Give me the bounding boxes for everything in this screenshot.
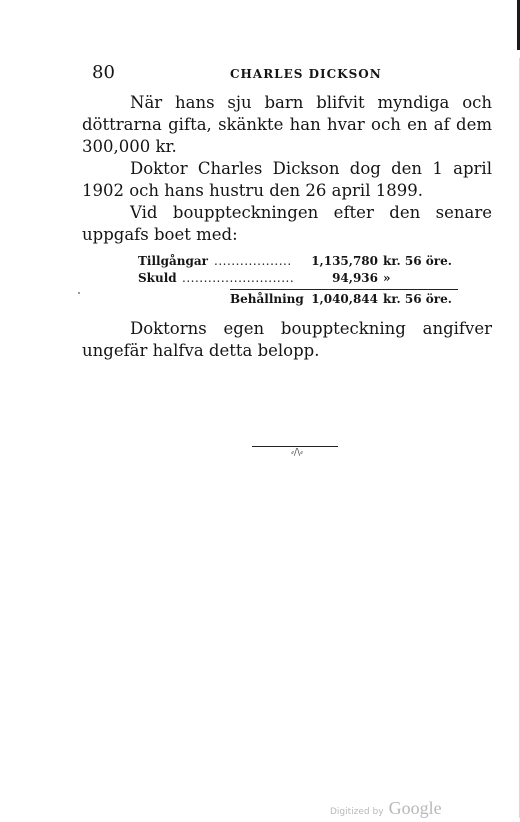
running-head: CHARLES DICKSON <box>230 67 382 81</box>
account-unit: kr. 56 öre. <box>383 254 452 268</box>
page-number: 80 <box>92 62 115 83</box>
account-amount: 94,936 <box>332 271 378 285</box>
paragraph-inventory-intro: Vid bouppteckningen efter den senare uppgafs boet med: <box>82 203 492 244</box>
account-label: Skuld <box>138 271 177 285</box>
paragraph-children-gifts: När hans sju barn blifvit myndiga och döttrarna gifta, skänkte han hvar och en af dem 300,000 kr. <box>82 93 492 156</box>
account-label: Tillgångar <box>138 254 208 268</box>
account-amount: 1,135,780 <box>311 254 378 268</box>
account-leader-dots: .................. <box>214 254 292 268</box>
digitization-watermark <box>330 798 442 819</box>
page-header <box>82 62 492 86</box>
closing-text <box>82 318 492 362</box>
body-text <box>82 92 492 246</box>
account-leader-dots: .......................... <box>182 271 295 285</box>
print-speck <box>78 292 80 294</box>
watermark-prefix: Digitized by <box>330 807 384 817</box>
paragraph-own-inventory: Doktorns egen bouppteckning angifver ungefär halfva detta belopp. <box>82 319 492 360</box>
account-total-label: Behållning <box>230 292 304 306</box>
account-total-unit: kr. 56 öre. <box>383 292 452 306</box>
account-unit: » <box>383 271 391 285</box>
watermark-brand: Google <box>388 798 442 818</box>
paragraph-death-dates: Doktor Charles Dickson dog den 1 april 1902 och hans hustru den 26 april 1899. <box>82 159 492 200</box>
estate-account <box>138 253 458 308</box>
account-row-total <box>138 291 458 308</box>
account-total-amount: 1,040,844 <box>311 292 378 306</box>
account-row-debt <box>138 270 458 287</box>
account-row-assets <box>138 253 458 270</box>
sum-rule <box>230 289 458 290</box>
end-ornament: ⸗/\⸗ <box>290 448 304 458</box>
